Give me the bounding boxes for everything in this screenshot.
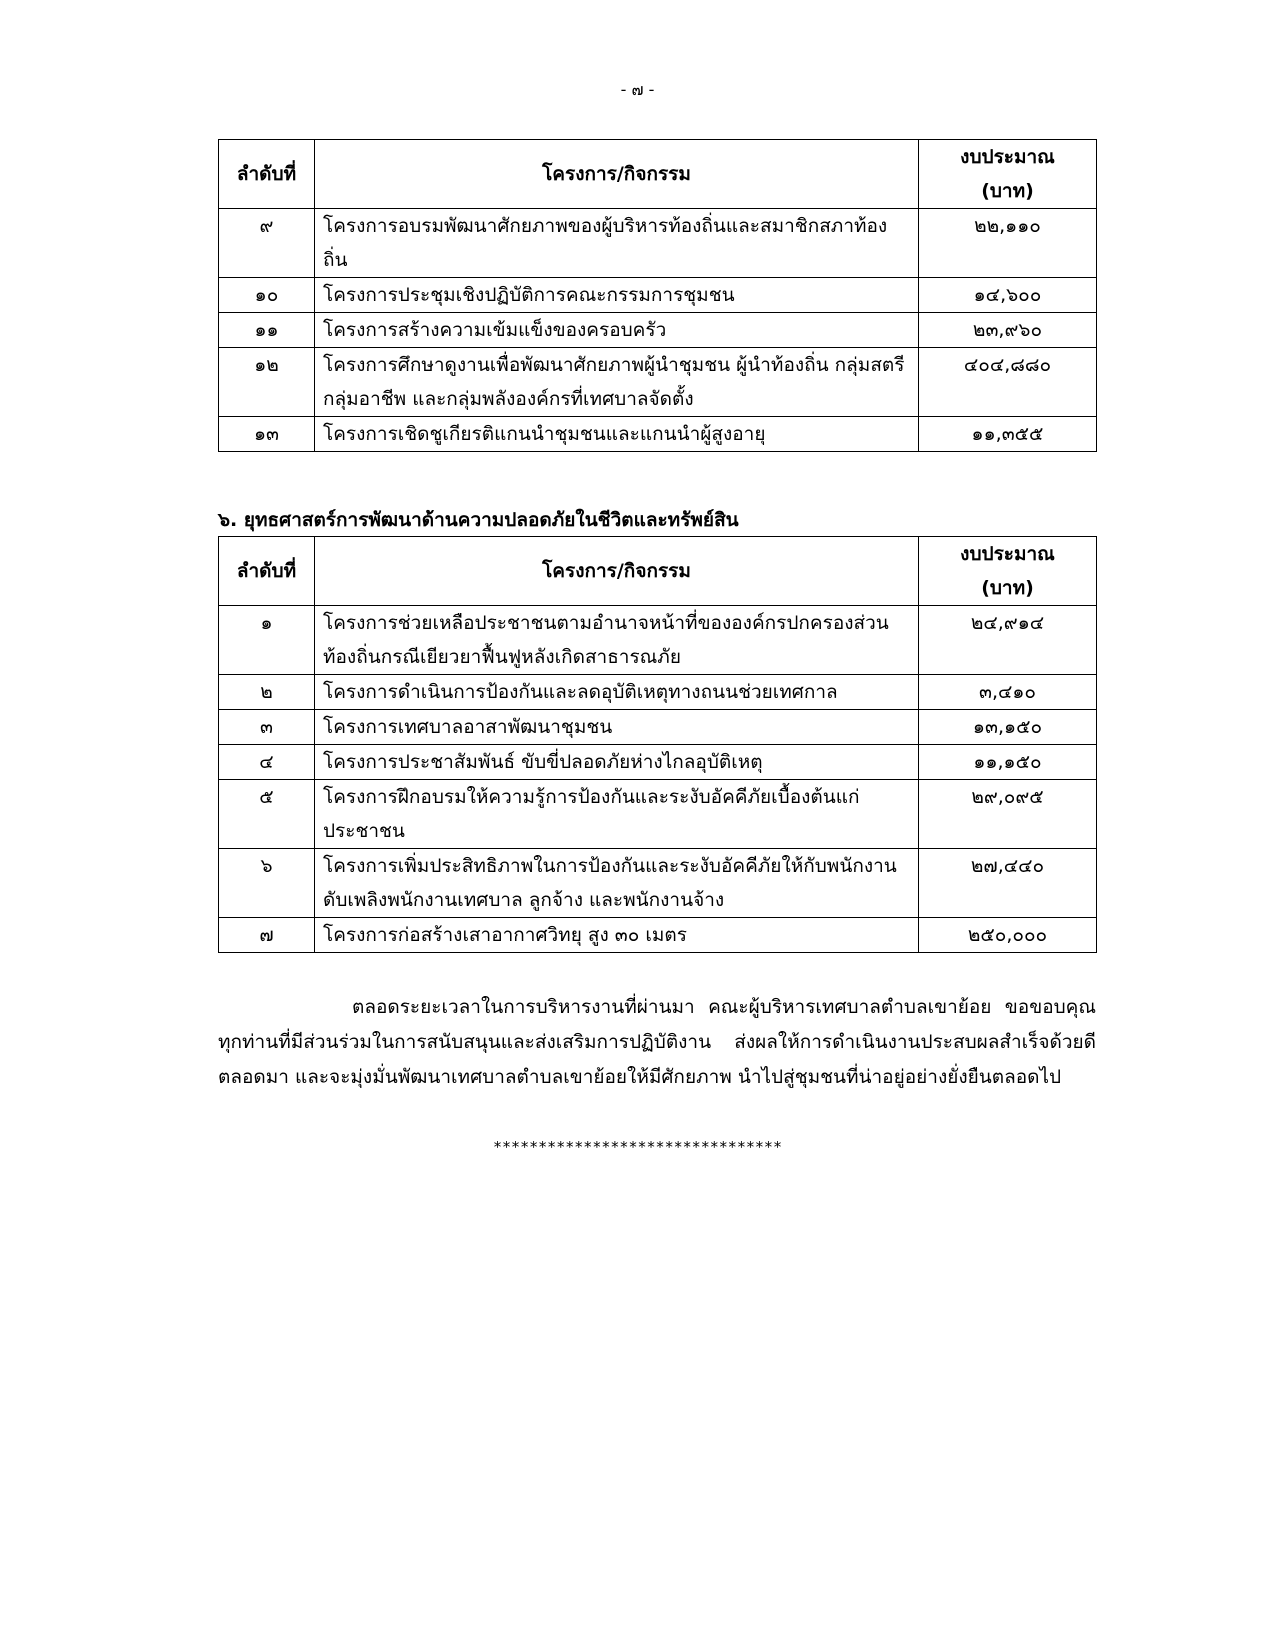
- row-project: โครงการประชาสัมพันธ์ ขับขี่ปลอดภัยห่างไกลอุบัติเหตุ: [315, 745, 919, 780]
- row-amount: ๑๔,๖๐๐: [919, 278, 1097, 313]
- header-project: โครงการ/กิจกรรม: [315, 537, 919, 606]
- row-project: โครงการเทศบาลอาสาพัฒนาชุมชน: [315, 710, 919, 745]
- row-number: ๓: [219, 710, 315, 745]
- row-amount: ๑๑,๓๕๕: [919, 417, 1097, 452]
- table-header-row: [219, 140, 1097, 209]
- row-number: ๕: [219, 780, 315, 849]
- header-budget-line1: งบประมาณ: [960, 146, 1055, 168]
- closing-paragraph: [218, 990, 1096, 1095]
- row-amount: ๒๙,๐๙๕: [919, 780, 1097, 849]
- row-project: โครงการเพิ่มประสิทธิภาพในการป้องกันและระงับอัคคีภัยให้กับพนักงานดับเพลิงพนักงานเทศบาล ลูกจ้าง และพนักงานจ้าง: [315, 849, 919, 918]
- row-amount: ๔๐๔,๘๘๐: [919, 348, 1097, 417]
- row-amount: ๓,๔๑๐: [919, 675, 1097, 710]
- row-number: ๑๒: [219, 348, 315, 417]
- table-row: [219, 313, 1097, 348]
- header-budget-line2: (บาท): [981, 180, 1034, 202]
- row-number: ๒: [219, 675, 315, 710]
- end-of-section-marker: ********************************: [493, 1138, 782, 1156]
- row-number: ๙: [219, 209, 315, 278]
- row-project: โครงการศึกษาดูงานเพื่อพัฒนาศักยภาพผู้นำชุมชน ผู้นำท้องถิ่น กลุ่มสตรี กลุ่มอาชีพ และกลุ่มพลังองค์กรที่เทศบาลจัดตั้ง: [315, 348, 919, 417]
- row-amount: ๒๒,๑๑๐: [919, 209, 1097, 278]
- header-budget-line1: งบประมาณ: [960, 543, 1055, 565]
- table-row: [219, 849, 1097, 918]
- table-row: [219, 278, 1097, 313]
- row-project: โครงการสร้างความเข้มแข็งของครอบครัว: [315, 313, 919, 348]
- header-budget: [919, 140, 1097, 209]
- row-project: โครงการดำเนินการป้องกันและลดอุบัติเหตุทางถนนช่วยเทศกาล: [315, 675, 919, 710]
- row-amount: ๑๑,๑๕๐: [919, 745, 1097, 780]
- row-number: ๑๑: [219, 313, 315, 348]
- page-number: - ๗ -: [620, 80, 655, 99]
- section-heading: ๖. ยุทธศาสตร์การพัฒนาด้านความปลอดภัยในชีวิตและทรัพย์สิน: [218, 509, 739, 531]
- row-project: โครงการเชิดชูเกียรติแกนนำชุมชนและแกนนำผู้สูงอายุ: [315, 417, 919, 452]
- table-row: [219, 745, 1097, 780]
- row-amount: ๑๓,๑๕๐: [919, 710, 1097, 745]
- table-row: [219, 675, 1097, 710]
- table-row: [219, 348, 1097, 417]
- projects-table-continued: [218, 139, 1097, 452]
- row-project: โครงการก่อสร้างเสาอากาศวิทยุ สูง ๓๐ เมตร: [315, 918, 919, 953]
- table-row: [219, 918, 1097, 953]
- row-amount: ๒๓,๙๖๐: [919, 313, 1097, 348]
- row-project: โครงการประชุมเชิงปฏิบัติการคณะกรรมการชุมชน: [315, 278, 919, 313]
- table-row: [219, 606, 1097, 675]
- row-number: ๔: [219, 745, 315, 780]
- safety-projects-table: [218, 536, 1097, 953]
- row-amount: ๒๔,๙๑๔: [919, 606, 1097, 675]
- row-number: ๑: [219, 606, 315, 675]
- header-no: ลำดับที่: [219, 140, 315, 209]
- row-amount: ๒๗,๔๔๐: [919, 849, 1097, 918]
- table-row: [219, 710, 1097, 745]
- header-budget-line2: (บาท): [981, 577, 1034, 599]
- row-project: โครงการฝึกอบรมให้ความรู้การป้องกันและระงับอัคคีภัยเบื้องต้นแก่ประชาชน: [315, 780, 919, 849]
- table-header-row: [219, 537, 1097, 606]
- row-project: โครงการอบรมพัฒนาศักยภาพของผู้บริหารท้องถิ่นและสมาชิกสภาท้องถิ่น: [315, 209, 919, 278]
- table-row: [219, 780, 1097, 849]
- row-project: โครงการช่วยเหลือประชาชนตามอำนาจหน้าที่ขององค์กรปกครองส่วนท้องถิ่นกรณีเยียวยาฟื้นฟูหลังเกิดสาธารณภัย: [315, 606, 919, 675]
- row-amount: ๒๕๐,๐๐๐: [919, 918, 1097, 953]
- header-budget: [919, 537, 1097, 606]
- header-no: ลำดับที่: [219, 537, 315, 606]
- closing-text: ตลอดระยะเวลาในการบริหารงานที่ผ่านมา คณะผู้บริหารเทศบาลตำบลเขาย้อย ขอขอบคุณทุกท่านที่มีส่วนร่วมในการสนับสนุนและส่งเสริมการปฏิบัติงาน ส่งผลให้การดำเนินงานประสบผลสำเร็จด้วยดีตลอดมา และจะมุ่งมั่นพัฒนาเทศบาลตำบลเขาย้อยให้มีศักยภาพ นำไปสู่ชุมชนที่น่าอยู่อย่างยั่งยืนตลอดไป: [218, 996, 1096, 1088]
- row-number: ๗: [219, 918, 315, 953]
- row-number: ๑๐: [219, 278, 315, 313]
- table-row: [219, 209, 1097, 278]
- header-project: โครงการ/กิจกรรม: [315, 140, 919, 209]
- row-number: ๑๓: [219, 417, 315, 452]
- table-row: [219, 417, 1097, 452]
- row-number: ๖: [219, 849, 315, 918]
